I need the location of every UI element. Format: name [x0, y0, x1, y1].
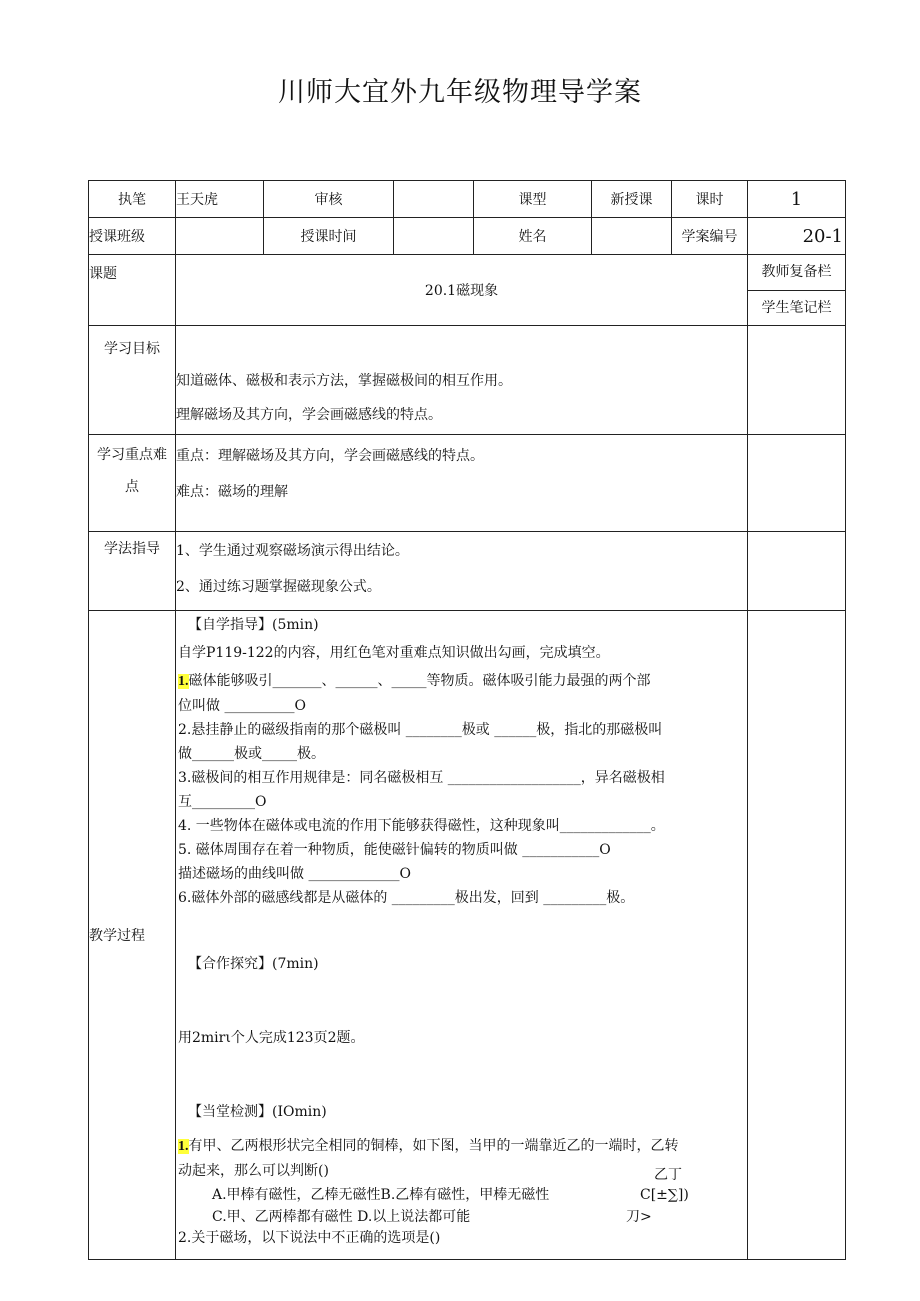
header-row-1 [89, 181, 846, 218]
question-2b: 做______极或_____极。 [178, 746, 325, 762]
check-question-1-number: 1. [178, 1139, 189, 1154]
question-6: 6.磁体外部的磁感线都是从磁体的 _________极出发，回到 _________极。 [178, 890, 635, 906]
figure-label-3: 刀> [626, 1209, 652, 1225]
goals-row [89, 326, 846, 435]
check-question-1b [176, 1159, 747, 1183]
name-value [592, 218, 672, 255]
class-label: 授课班级 [89, 218, 176, 255]
question-1a-text: 磁体能够吸引_______、______、_____等物质。磁体吸引能力最强的两个部 [188, 673, 651, 689]
period-label: 课时 [672, 181, 748, 218]
goals-content [176, 326, 748, 435]
check-options-2-text: C.甲、乙两棒都有磁性 D.以上说法都可能 [212, 1209, 471, 1225]
question-5a: 5. 磁体周围存在着一种物质，能使磁针偏转的物质叫做 ___________O [178, 842, 611, 858]
review-value [394, 181, 474, 218]
check-heading: 【当堂检测】(IOmin) [188, 1104, 327, 1120]
time-value [394, 218, 474, 255]
topic-row [89, 255, 846, 291]
topic-label: 课题 [89, 255, 176, 326]
check-question-2: 2.关于磁场，以下说法中不正确的选项是() [178, 1230, 441, 1246]
focus-label-line-1: 学习重点难 [97, 447, 167, 463]
code-label: 学案编号 [672, 218, 748, 255]
focus-row [89, 435, 846, 532]
time-label: 授课时间 [264, 218, 394, 255]
method-content [176, 532, 748, 611]
type-label: 课型 [474, 181, 592, 218]
self-study-intro: 自学P119-122的内容，用红色笔对重难点知识做出勾画，完成填空。 [178, 645, 610, 661]
figure-label-1: 乙丁 [654, 1167, 682, 1183]
question-1a [176, 669, 747, 694]
coop-text: 用2mirι个人完成123页2题。 [178, 1030, 365, 1046]
check-question-1a-text: 有甲、乙两根形状完全相同的铜棒，如下图，当甲的一端靠近乙的一端时，乙转 [188, 1138, 679, 1154]
method-label: 学法指导 [89, 532, 176, 611]
focus-label-line-2: 点 [125, 479, 139, 495]
check-options-2 [176, 1207, 747, 1227]
self-study-heading: 【自学指导】(5min) [188, 617, 319, 633]
question-5b: 描述磁场的曲线叫做 _____________O [178, 866, 411, 882]
difficult-point: 难点：磁场的理解 [176, 484, 288, 500]
period-value: 1 [748, 181, 846, 218]
method-1: 1、学生通过观察磁场演示得出结论。 [176, 543, 409, 559]
process-label: 教学过程 [89, 611, 176, 1260]
review-label: 审核 [264, 181, 394, 218]
student-notes-label: 学生笔记栏 [748, 290, 846, 326]
code-value: 20-1 [748, 218, 846, 255]
class-value [176, 218, 264, 255]
goal-2: 理解磁场及其方向，学会画磁感线的特点。 [176, 407, 442, 423]
key-point: 重点：理解磁场及其方向，学会画磁感线的特点。 [176, 448, 484, 464]
question-2a: 2.悬挂静止的磁级指南的那个磁极叫 ________极或 ______极，指北的那磁极叫 [178, 722, 663, 738]
focus-label [89, 435, 176, 532]
check-options-1-text: A.甲棒有磁性，乙棒无磁性B.乙棒有磁性，甲棒无磁性 [212, 1187, 550, 1203]
check-options-1 [176, 1183, 747, 1207]
type-value: 新授课 [592, 181, 672, 218]
process-content [176, 611, 748, 1260]
header-row-2 [89, 218, 846, 255]
name-label: 姓名 [474, 218, 592, 255]
method-2: 2、通过练习题掌握磁现象公式。 [176, 579, 381, 595]
goal-1: 知道磁体、磁极和表示方法，掌握磁极间的相互作用。 [176, 373, 512, 389]
check-question-1b-text: 动起来，那么可以判断() [178, 1163, 329, 1179]
process-notes [748, 611, 846, 1260]
author-value: 王天虎 [176, 181, 264, 218]
goals-notes [748, 326, 846, 435]
focus-notes [748, 435, 846, 532]
coop-heading: 【合作探究】(7min) [188, 956, 319, 972]
topic-value: 20.1磁现象 [176, 255, 748, 326]
question-3a: 3.磁极间的相互作用规律是：同名磁极相互 ___________________，异名磁极相 [178, 770, 665, 786]
lesson-table [88, 180, 846, 1260]
question-4: 4. 一些物体在磁体或电流的作用下能够获得磁性，这种现象叫_____________。 [178, 818, 665, 834]
question-1-number: 1. [178, 674, 189, 689]
author-label: 执笔 [89, 181, 176, 218]
process-row [89, 611, 846, 1260]
focus-content [176, 435, 748, 532]
check-question-1a [176, 1134, 747, 1159]
question-3b: 互_________O [178, 794, 267, 810]
question-1b: 位叫做 __________O [178, 698, 306, 714]
goals-label: 学习目标 [89, 326, 176, 435]
page-title: 川师大宜外九年级物理导学案 [278, 77, 642, 108]
method-notes [748, 532, 846, 611]
teacher-notes-label: 教师复备栏 [748, 255, 846, 291]
method-row [89, 532, 846, 611]
figure-label-2: C[±∑]) [640, 1187, 689, 1203]
